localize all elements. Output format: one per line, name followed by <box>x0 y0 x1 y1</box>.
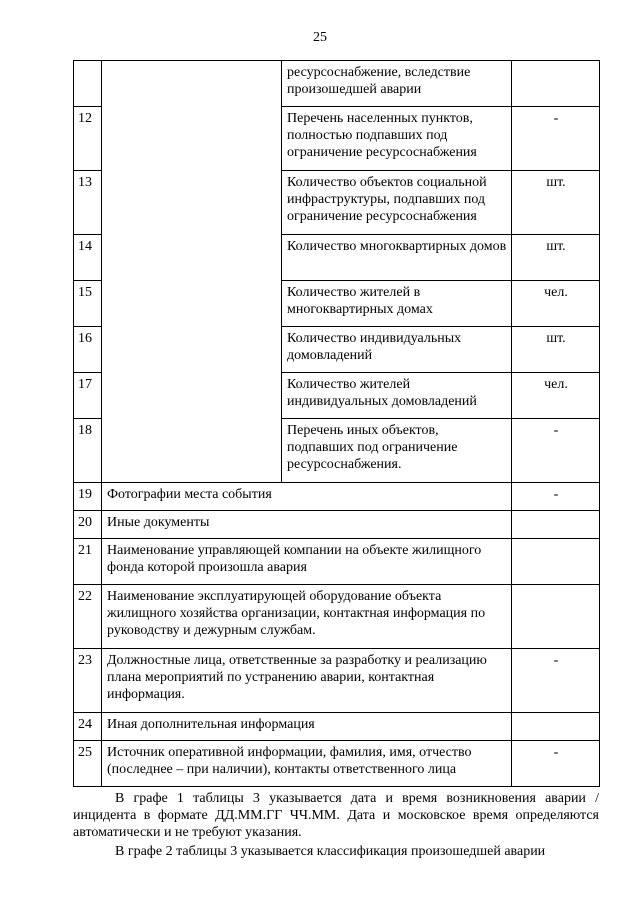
row-text-cell: Количество жителей индивидуальных домовладений <box>282 373 512 419</box>
row-number-cell: 23 <box>74 649 102 713</box>
row-unit-cell: - <box>512 649 600 713</box>
row-unit-cell: шт. <box>512 235 600 281</box>
row-unit-cell: чел. <box>512 281 600 327</box>
row-text-cell: Иные документы <box>102 511 512 539</box>
row-unit-cell <box>512 511 600 539</box>
row-text-cell: ресурсоснабжение, вследствие произошедшей аварии <box>282 61 512 107</box>
table-row <box>74 741 600 787</box>
row-unit-cell <box>512 713 600 741</box>
row-text-cell: Должностные лица, ответственные за разработку и реализацию плана мероприятий по устранению аварии, контактная информация. <box>102 649 512 713</box>
info-table <box>73 60 600 787</box>
row-text-cell: Наименование эксплуатирующей оборудование объекта жилищного хозяйства организации, контактная информация по руководству и дежурным службам. <box>102 585 512 649</box>
row-number-cell: 17 <box>74 373 102 419</box>
row-number-cell: 12 <box>74 107 102 171</box>
table-row <box>74 483 600 511</box>
row-number-cell: 20 <box>74 511 102 539</box>
row-unit-cell <box>512 585 600 649</box>
row-text-cell: Иная дополнительная информация <box>102 713 512 741</box>
row-text-cell: Наименование управляющей компании на объекте жилищного фонда которой произошла авария <box>102 539 512 585</box>
row-text-cell: Перечень иных объектов, подпавших под ограничение ресурсоснабжения. <box>282 419 512 483</box>
row-unit-cell: шт. <box>512 327 600 373</box>
row-text-cell: Источник оперативной информации, фамилия, имя, отчество (последнее – при наличии), контакты ответственного лица <box>102 741 512 787</box>
table-row <box>74 713 600 741</box>
row-text-cell: Количество индивидуальных домовладений <box>282 327 512 373</box>
row-unit-cell: чел. <box>512 373 600 419</box>
row-number-cell: 19 <box>74 483 102 511</box>
row-unit-cell: - <box>512 741 600 787</box>
row-text-cell: Перечень населенных пунктов, полностью подпавших под ограничение ресурсоснабжения <box>282 107 512 171</box>
row-text-cell: Количество жителей в многоквартирных домах <box>282 281 512 327</box>
row-text-cell: Фотографии места события <box>102 483 512 511</box>
row-number-cell: 18 <box>74 419 102 483</box>
table-row <box>74 511 600 539</box>
row-text-cell: Количество многоквартирных домов <box>282 235 512 281</box>
row-unit-cell: - <box>512 107 600 171</box>
row-text-cell: Количество объектов социальной инфраструктуры, подпавших под ограничение ресурсоснабжения <box>282 171 512 235</box>
row-unit-cell: - <box>512 419 600 483</box>
page-number: 25 <box>313 30 327 45</box>
row-unit-cell: шт. <box>512 171 600 235</box>
row-number-cell: 24 <box>74 713 102 741</box>
body-paragraph: В графе 2 таблицы 3 указывается классификация произошедшей аварии <box>115 844 546 859</box>
row-unit-cell <box>512 61 600 107</box>
table-row <box>74 539 600 585</box>
table-row <box>74 585 600 649</box>
row-number-cell: 25 <box>74 741 102 787</box>
row-number-cell: 15 <box>74 281 102 327</box>
row-unit-cell <box>512 539 600 585</box>
row-unit-cell: - <box>512 483 600 511</box>
table-row <box>74 61 600 107</box>
row-number-cell: 14 <box>74 235 102 281</box>
row-number-cell: 16 <box>74 327 102 373</box>
merged-category-cell <box>102 61 282 483</box>
row-number-cell: 21 <box>74 539 102 585</box>
row-number-cell: 13 <box>74 171 102 235</box>
row-number-cell: 22 <box>74 585 102 649</box>
body-paragraph: В графе 1 таблицы 3 указывается дата и время возникновения аварии / инцидента в формате ДД.ММ.ГГ ЧЧ.ММ. Дата и московское время определяются автоматически и не требуют указания. <box>73 791 599 840</box>
table-row <box>74 649 600 713</box>
row-number-cell <box>74 61 102 107</box>
